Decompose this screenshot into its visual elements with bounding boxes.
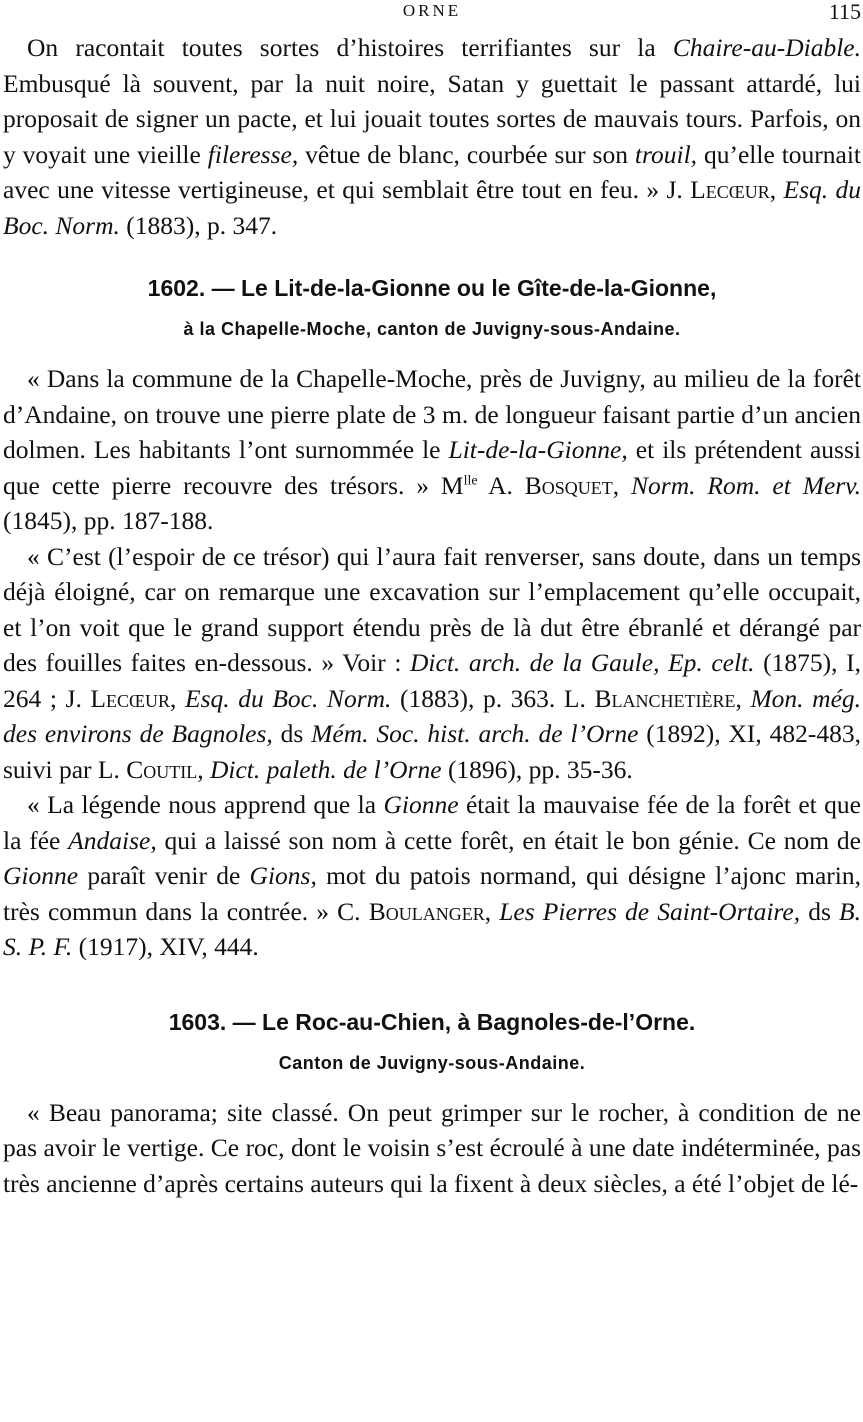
author-name: Lecœur xyxy=(90,683,171,713)
text-run: qui a laissé son nom à cette forêt, en était le bon génie. Ce nom de xyxy=(156,825,861,855)
author-name: Boulanger xyxy=(368,896,485,926)
author-name: Coutil xyxy=(126,754,198,784)
author-name: Blanchetière xyxy=(594,683,736,713)
italic-run: Gionne xyxy=(383,790,459,819)
text-run: , xyxy=(735,683,751,713)
text-run: et ils prétendent aussi que cette pierre recouvre des trésors. » M xyxy=(3,435,861,500)
text-run: (1883), p. 347. xyxy=(119,210,278,240)
italic-run: Norm. Rom. et Merv. xyxy=(631,470,861,500)
text-run: vêtue de blanc, courbée sur son xyxy=(298,139,635,169)
italic-run: B. S. P. F. xyxy=(3,896,861,961)
italic-run: Gions, xyxy=(249,861,317,890)
text-run: , xyxy=(197,754,210,784)
text-run: (1892), XI, 482-483, suivi par L. xyxy=(3,719,861,784)
running-title: ORNE xyxy=(402,1,462,20)
text-run: , xyxy=(170,683,185,713)
italic-run: trouil, xyxy=(634,139,698,169)
italic-run: Dict. paleth. de l’Orne xyxy=(209,754,442,784)
superscript: lle xyxy=(463,473,478,488)
paragraph-espoir-tresor xyxy=(3,539,861,788)
section-subheading-1603: Canton de Juvigny-sous-Andaine. xyxy=(278,1052,586,1073)
text-run: ds xyxy=(800,896,840,926)
text-run: (1896), pp. 35-36. xyxy=(441,754,633,784)
text-run: , xyxy=(769,175,784,204)
text-run: était la mauvaise fée de la forêt et que la fée xyxy=(3,790,861,855)
italic-run: Mon. még. des environs de Bagnoles, xyxy=(3,683,862,748)
text-run: Embusqué là souvent, par la nuit noire, Satan y guettait le passant attardé, lui proposait de signer un pacte, et lui jouait toutes sortes de mauvais tours. Parfois, on y voyait une vieille xyxy=(3,68,861,169)
text-run: mot du patois normand, qui désigne l’ajonc marin, très commun dans la contrée. » C. xyxy=(3,861,861,926)
text-run: (1883), p. 363. L. xyxy=(391,683,595,713)
text-run: A. xyxy=(477,470,525,500)
paragraph-lit-de-la-gionne xyxy=(3,361,861,539)
author-name: Lecœur xyxy=(690,175,770,204)
text-run: , xyxy=(484,896,500,926)
page-number: 115 xyxy=(828,0,861,24)
author-name: Bosquet xyxy=(524,470,613,500)
text-run: « Dans la commune de la Chapelle-Moche, près de Juvigny, au milieu de la forêt d’Andaine, on trouve une pierre plate de 3 m. de longueur faisant partie d’un ancien dolmen. Les habitants l’ont surnommée le xyxy=(3,364,861,464)
italic-run: Andaise, xyxy=(68,825,157,855)
text-run: « Beau panorama; site classé. On peut grimper sur le rocher, à condition de ne pas avoir le vertige. Ce roc, dont le voisin s’est écroulé à une date indéterminée, pas très ancienne d’après certains auteurs qui la fixent à deux siècles, a été l’objet de lé- xyxy=(3,1097,861,1198)
italic-run: fileresse, xyxy=(207,139,299,169)
paragraph-chaire-au-diable xyxy=(3,30,861,243)
text-run: (1917), XIV, 444. xyxy=(72,932,259,961)
text-run: « La légende nous apprend que la xyxy=(27,790,384,819)
italic-run: Esq. du Boc. Norm. xyxy=(3,175,862,240)
paragraph-roc-au-chien xyxy=(3,1095,861,1202)
section-heading-1602: 1602. — Le Lit-de-la-Gionne ou le Gîte-de-la-Gionne, xyxy=(147,275,717,301)
text-run: , xyxy=(612,470,632,500)
text-run: « C’est (l’espoir de ce trésor) qui l’aura fait renverser, sans doute, dans un temps déjà éloigné, car on remarque une excavation sur l’emplacement qu’elle occupait, et l’on voit que le grand support étendu près de là dut être ébranlé et dérangé par des fouilles faites en-dessous. » Voir : xyxy=(3,541,861,677)
running-header xyxy=(3,0,861,30)
paragraph-legende-gionne xyxy=(3,787,861,965)
section-heading-1603: 1603. — Le Roc-au-Chien, à Bagnoles-de-l’Orne. xyxy=(168,1008,696,1035)
text-run: qu’elle tournait avec une vitesse vertigineuse, et qui semblait être tout en feu. » J. xyxy=(3,139,862,204)
italic-run: Dict. arch. de la Gaule, Ep. celt. xyxy=(410,648,755,677)
italic-run: Les Pierres de Saint-Ortaire, xyxy=(499,896,801,926)
italic-run: Gionne xyxy=(3,861,79,890)
text-run: paraît venir de xyxy=(78,861,250,890)
text-run: (1875), I, 264 ; J. xyxy=(3,648,861,713)
italic-run: Esq. du Boc. Norm. xyxy=(185,683,392,713)
italic-run: Chaire-au-Diable. xyxy=(672,33,861,62)
text-run: (1845), pp. 187-188. xyxy=(3,506,214,535)
section-subheading-1602: à la Chapelle-Moche, canton de Juvigny-sous-Andaine. xyxy=(183,319,681,339)
text-run: ds xyxy=(272,719,312,748)
italic-run: Lit-de-la-Gionne, xyxy=(448,435,628,464)
italic-run: Mém. Soc. hist. arch. de l’Orne xyxy=(311,719,639,748)
text-run: On racontait toutes sortes d’histoires terrifiantes sur la xyxy=(27,33,673,62)
